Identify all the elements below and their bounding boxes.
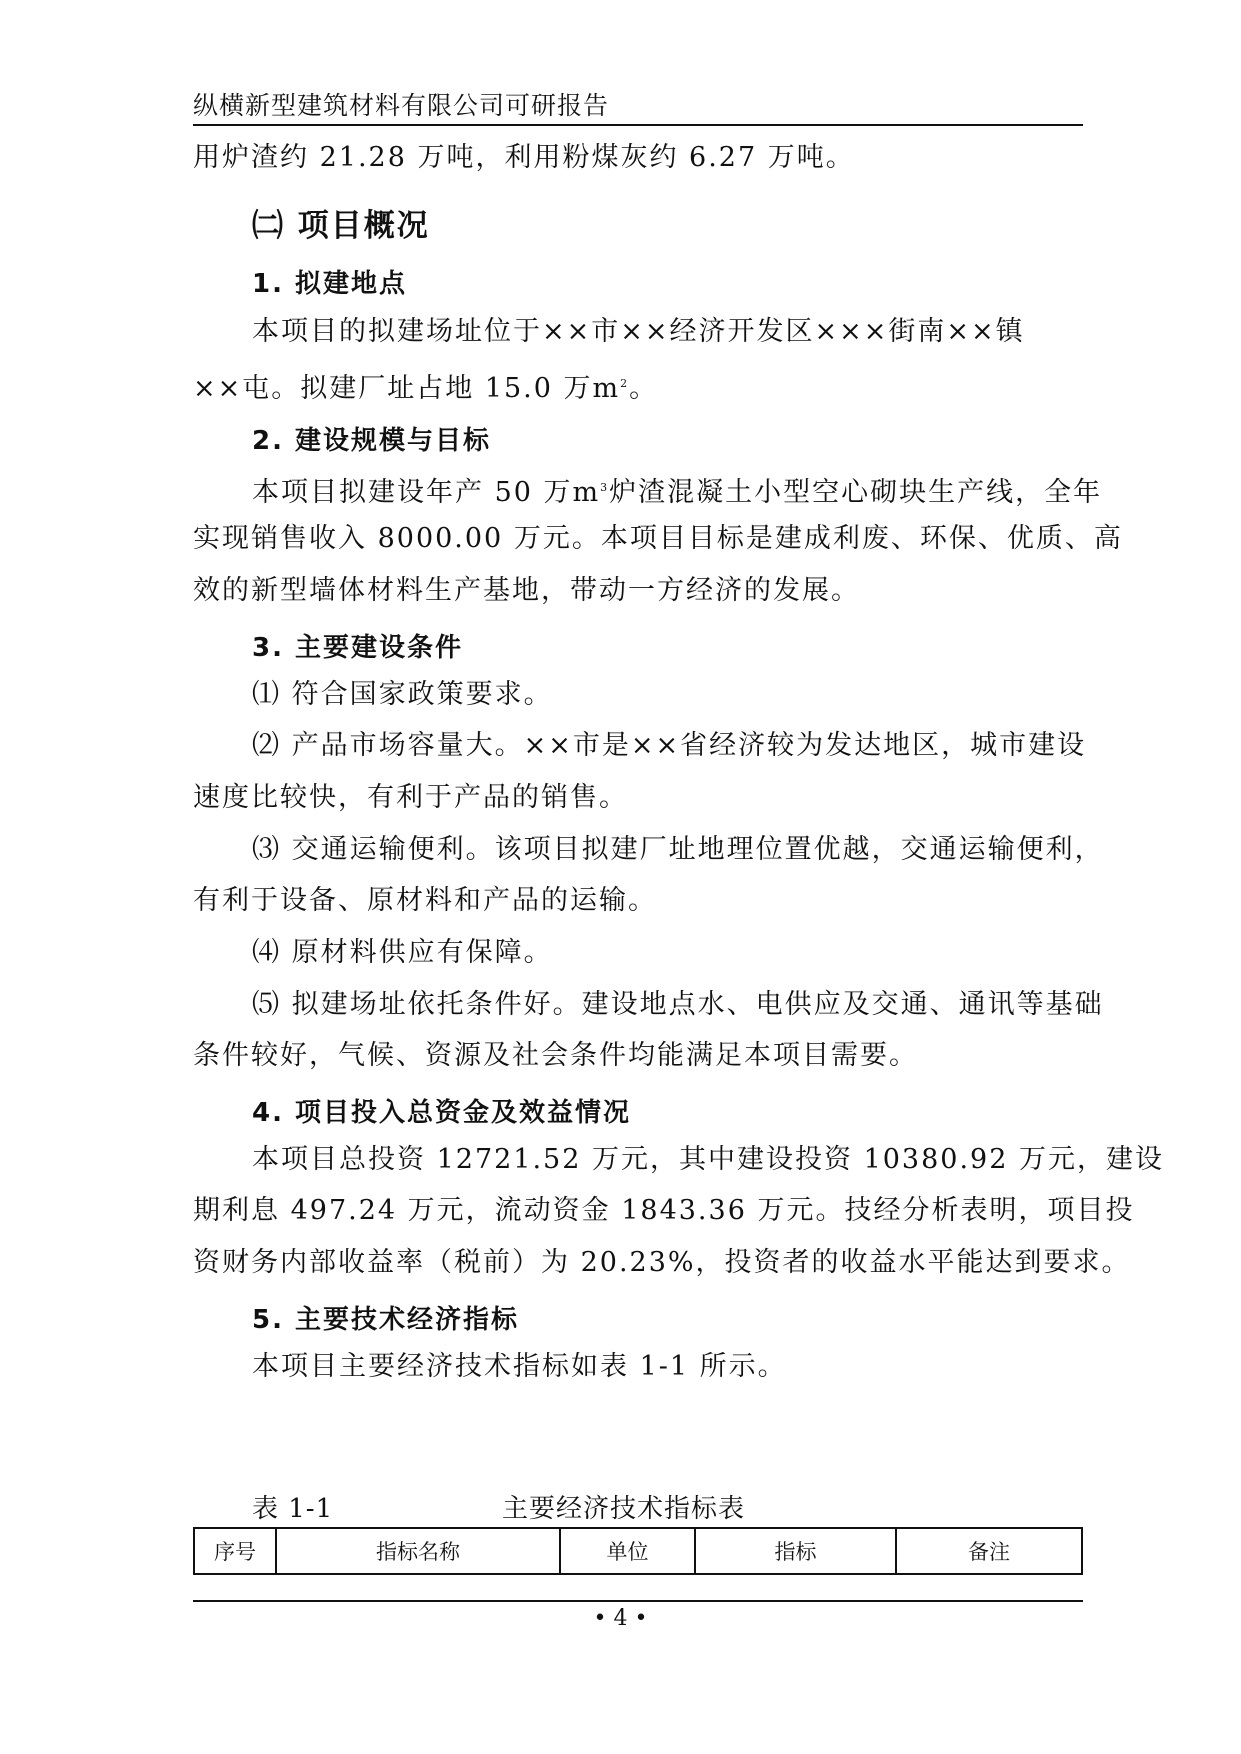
body-line: 效的新型墙体材料生产基地，带动一方经济的发展。 (193, 575, 860, 606)
body-line: 资财务内部收益率（税前）为 20.23%，投资者的收益水平能达到要求。 (193, 1247, 1131, 1278)
unit-cubic-meter: $m^3$ (572, 477, 610, 508)
body-line-with-unit: 本项目拟建设年产 50 万$m^3$炉渣混凝土小型空心砌块生产线，全年 (252, 477, 1103, 508)
body-line: ⑶ 交通运输便利。该项目拟建厂址地理位置优越，交通运输便利， (252, 834, 1104, 865)
body-line: 速度比较快，有利于产品的销售。 (193, 782, 628, 813)
subheading-2: 2. 建设规模与目标 (252, 426, 492, 456)
body-line: ⑵ 产品市场容量大。××市是××省经济较为发达地区，城市建设 (252, 730, 1087, 761)
table-header-row (194, 1528, 1082, 1574)
body-text: ××屯。拟建厂址占地 15.0 万 (193, 373, 593, 404)
body-line: ⑸ 拟建场址依托条件好。建设地点水、电供应及交通、通讯等基础 (252, 989, 1104, 1020)
unit-square-meter: $m^2$ (592, 373, 630, 404)
indicator-table (193, 1527, 1083, 1575)
body-line: 用炉渣约 21.28 万吨，利用粉煤灰约 6.27 万吨。 (193, 142, 855, 173)
column-header-name: 指标名称 (276, 1528, 560, 1574)
column-header-index: 序号 (194, 1528, 276, 1574)
column-header-value: 指标 (695, 1528, 896, 1574)
body-line-with-unit: ××屯。拟建厂址占地 15.0 万$m^2$。 (193, 373, 659, 404)
header-rule (193, 124, 1083, 126)
column-header-unit: 单位 (560, 1528, 695, 1574)
body-line: ⑴ 符合国家政策要求。 (252, 679, 553, 710)
subheading-1: 1. 拟建地点 (252, 269, 408, 299)
subheading-5: 5. 主要技术经济指标 (252, 1305, 520, 1335)
footer-rule (193, 1600, 1083, 1602)
body-line: 本项目的拟建场址位于××市××经济开发区×××街南××镇 (252, 316, 1025, 347)
column-header-remark: 备注 (896, 1528, 1082, 1574)
page-number: • 4 • (593, 1606, 648, 1631)
page-header-title: 纵横新型建筑材料有限公司可研报告 (193, 91, 610, 120)
table-caption-number: 表 1-1 (252, 1494, 334, 1524)
table-caption-title: 主要经济技术指标表 (502, 1494, 746, 1524)
body-line: 本项目主要经济技术指标如表 1-1 所示。 (252, 1351, 787, 1382)
body-line: 条件较好，气候、资源及社会条件均能满足本项目需要。 (193, 1040, 918, 1071)
body-line: 期利息 497.24 万元，流动资金 1843.36 万元。技经分析表明，项目投 (193, 1195, 1135, 1226)
body-line: 有利于设备、原材料和产品的运输。 (193, 885, 657, 916)
section-heading: ㈡ 项目概况 (252, 208, 430, 244)
body-line: 本项目总投资 12721.52 万元，其中建设投资 10380.92 万元，建设 (252, 1144, 1164, 1175)
body-line: ⑷ 原材料供应有保障。 (252, 937, 553, 968)
subheading-3: 3. 主要建设条件 (252, 633, 464, 663)
body-line: 实现销售收入 8000.00 万元。本项目目标是建成利废、环保、优质、高 (193, 523, 1123, 554)
subheading-4: 4. 项目投入总资金及效益情况 (252, 1098, 632, 1128)
